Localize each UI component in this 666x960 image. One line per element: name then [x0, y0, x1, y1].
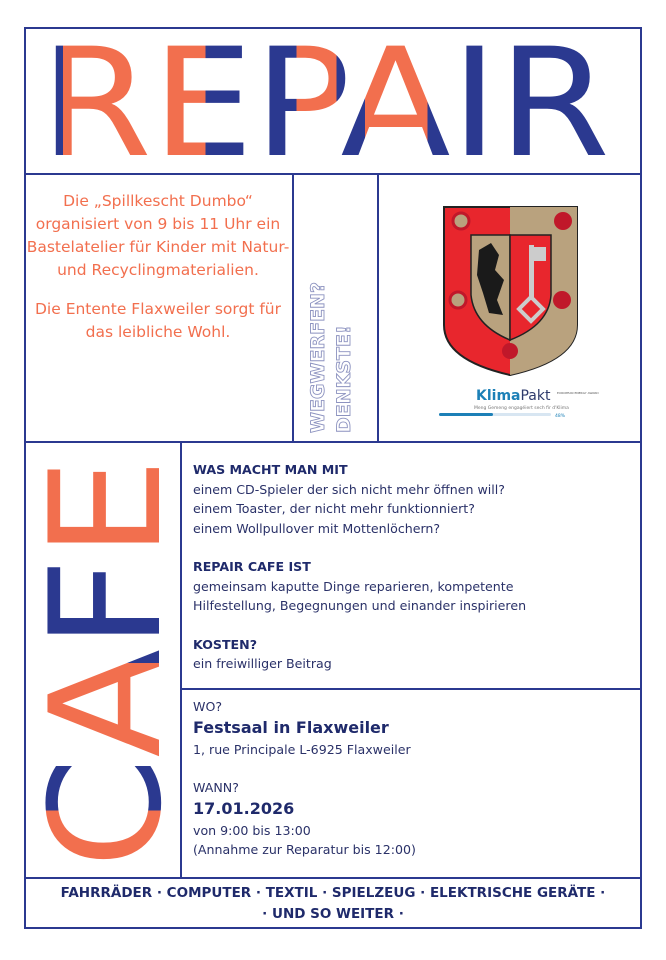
note: (Annahme zur Reparatur bis 12:00) [193, 842, 416, 857]
intro-paragraph-1: Die „Spillkescht Dumbo“ organisiert von 9 bis 11 Uhr ein Bastelatelier für Kinder mit Natur- und Recyclingmaterialien. [26, 192, 290, 279]
repair-title: REPAIR [40, 17, 610, 180]
section-heading: REPAIR CAFE IST [193, 559, 311, 574]
section-body: gemeinsam kaputte Dinge reparieren, kompetente Hilfestellung, Begegnungen und einander inspirieren [193, 578, 527, 613]
klima-tagline: Meng Gemeng engagéiert sech fir d'Klima [474, 406, 569, 411]
klima-text: Klima [476, 388, 521, 404]
klima-progress-label: 48% [555, 414, 566, 419]
svg-text:KlimaPakt [476, 388, 551, 404]
award-text: EUROPEAN ENERGY AWARD [557, 391, 599, 395]
time: von 9:00 bis 13:00 [193, 823, 311, 838]
where-when-section [193, 697, 633, 859]
slogan-line-2: DENKSTE! [333, 325, 355, 433]
section-body: ein freiwilliger Beitrag [193, 656, 332, 671]
section-body: einem CD-Spieler der sich nicht mehr öffnen will? einem Toaster, der nicht mehr funktionniert? einem Wollpullover mit Mottenlöchern? [193, 481, 505, 536]
address: 1, rue Principale L-6925 Flaxweiler [193, 742, 411, 757]
when-label: WANN? [193, 780, 239, 795]
slogan-line-1: WEGWERFEN? [307, 282, 329, 433]
pakt-text: Pakt [520, 388, 551, 404]
cafe-title: CAFE [18, 471, 196, 868]
footer-line-2: · UND SO WEITER · [262, 906, 404, 922]
where-label: WO? [193, 699, 223, 714]
info-section [193, 460, 633, 693]
slogan [292, 175, 377, 441]
coat-of-arms-logo [379, 175, 641, 441]
section-heading: WAS MACHT MAN MIT [193, 462, 348, 477]
venue: Festsaal in Flaxweiler [193, 718, 389, 737]
date: 17.01.2026 [193, 799, 295, 818]
intro-paragraph-2: Die Entente Flaxweiler sorgt für das leibliche Wohl. [34, 300, 281, 341]
cafe-title-graphic [0, 0, 200, 900]
footer-line-1: FAHRRÄDER · COMPUTER · TEXTIL · SPIELZEUG · ELEKTRISCHE GERÄTE · [60, 885, 606, 901]
section-heading: KOSTEN? [193, 636, 258, 652]
footer [24, 879, 642, 925]
klima-progress-bar [439, 413, 493, 416]
